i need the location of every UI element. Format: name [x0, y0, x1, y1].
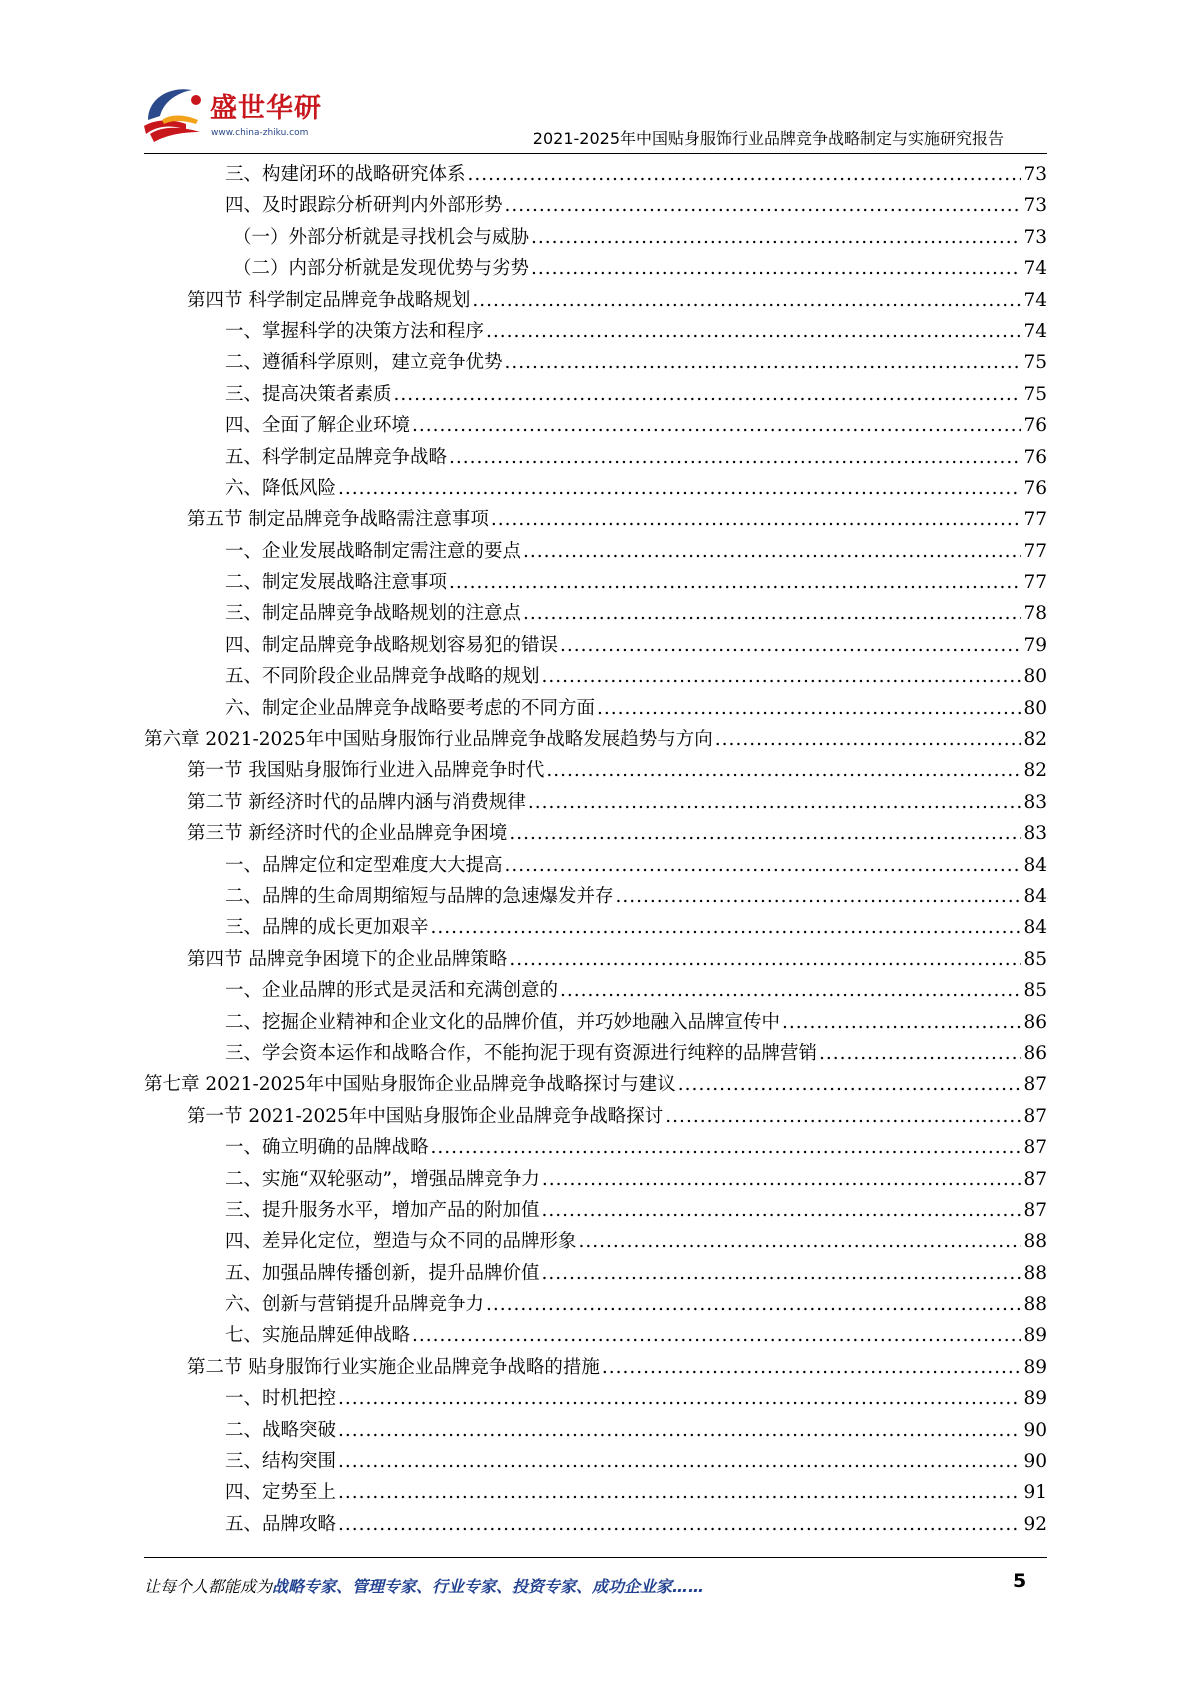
toc-dot-leader [523, 536, 1021, 567]
toc-entry-title: 三、提升服务水平，增加产品的附加值 [225, 1199, 540, 1221]
toc-entry-page: 91 [1023, 1482, 1047, 1504]
page-header [0, 0, 1191, 160]
toc-entry-title: 五、科学制定品牌竞争战略 [225, 446, 448, 468]
toc-entry[interactable] [144, 1038, 1047, 1069]
toc-entry-title: 第三节 新经济时代的企业品牌竞争困境 [187, 823, 508, 845]
toc-dot-leader [531, 222, 1021, 253]
toc-entry-page: 87 [1023, 1199, 1047, 1221]
toc-entry-title: 第二节 新经济时代的品牌内涵与消费规律 [187, 791, 526, 813]
toc-dot-leader [542, 661, 1022, 692]
toc-entry-title: 三、学会资本运作和战略合作，不能拘泥于现有资源进行纯粹的品牌营销 [225, 1042, 818, 1064]
toc-entry[interactable] [144, 881, 1047, 912]
footer-slogan-prefix: 让每个人都能成为 [144, 1577, 273, 1596]
toc-entry-page: 82 [1023, 729, 1047, 751]
toc-entry-page: 79 [1023, 634, 1047, 656]
toc-entry-title: 第六章 2021-2025年中国贴身服饰行业品牌竞争战略发展趋势与方向 [144, 729, 713, 751]
toc-entry[interactable] [144, 1069, 1047, 1100]
toc-entry-title: 三、提高决策者素质 [225, 383, 392, 405]
toc-dot-leader [542, 1258, 1022, 1289]
toc-entry-page: 88 [1023, 1262, 1047, 1284]
toc-entry-title: 四、及时跟踪分析研判内外部形势 [225, 195, 503, 217]
toc-entry[interactable] [144, 567, 1047, 598]
toc-dot-leader [486, 1289, 1021, 1320]
toc-dot-leader [505, 850, 1022, 881]
toc-entry[interactable] [144, 536, 1047, 567]
toc-entry[interactable] [144, 410, 1047, 441]
page-number: 5 [1013, 1570, 1027, 1592]
toc-entry-title: 第二节 贴身服饰行业实施企业品牌竞争战略的措施 [187, 1356, 600, 1378]
toc-entry[interactable] [144, 1132, 1047, 1163]
toc-entry[interactable] [144, 1415, 1047, 1446]
toc-dot-leader [412, 410, 1021, 441]
toc-entry[interactable] [144, 253, 1047, 284]
toc-entry-title: 一、确立明确的品牌战略 [225, 1137, 429, 1159]
toc-entry-page: 76 [1023, 415, 1047, 437]
toc-entry-title: 三、制定品牌竞争战略规划的注意点 [225, 603, 522, 625]
toc-entry-page: 89 [1023, 1325, 1047, 1347]
toc-entry-page: 83 [1023, 791, 1047, 813]
toc-dot-leader [602, 1352, 1022, 1383]
toc-entry-title: 一、掌握科学的决策方法和程序 [225, 320, 485, 342]
toc-entry-title: 第四节 品牌竞争困境下的企业品牌策略 [187, 948, 508, 970]
header-divider [144, 153, 1047, 154]
toc-entry-page: 84 [1023, 917, 1047, 939]
toc-entry-title: 六、创新与营销提升品牌竞争力 [225, 1294, 485, 1316]
toc-dot-leader [715, 724, 1022, 755]
toc-entry-page: 92 [1023, 1513, 1047, 1535]
toc-entry-page: 74 [1023, 258, 1047, 280]
toc-entry[interactable] [144, 504, 1047, 535]
toc-entry-title: 七、实施品牌延伸战略 [225, 1325, 411, 1347]
table-of-contents [144, 159, 1047, 1540]
toc-dot-leader [338, 1383, 1021, 1414]
toc-entry-title: 第一节 我国贴身服饰行业进入品牌竞争时代 [187, 760, 545, 782]
toc-entry-title: 第七章 2021-2025年中国贴身服饰企业品牌竞争战略探讨与建议 [144, 1074, 676, 1096]
logo-swoosh-icon [140, 80, 212, 146]
toc-entry[interactable] [144, 1258, 1047, 1289]
toc-dot-leader [819, 1038, 1021, 1069]
toc-entry[interactable] [144, 1101, 1047, 1132]
toc-entry[interactable] [144, 1383, 1047, 1414]
toc-entry-page: 84 [1023, 885, 1047, 907]
toc-dot-leader [449, 442, 1021, 473]
toc-entry-title: 三、构建闭环的战略研究体系 [225, 164, 466, 185]
toc-entry[interactable] [144, 316, 1047, 347]
toc-entry-page: 73 [1023, 226, 1047, 248]
toc-dot-leader [449, 567, 1021, 598]
logo-url: www.china-zhiku.com [211, 128, 309, 138]
toc-entry-page: 73 [1023, 195, 1047, 217]
toc-entry-page: 87 [1023, 1074, 1047, 1096]
toc-entry-page: 76 [1023, 446, 1047, 468]
toc-entry-page: 75 [1023, 383, 1047, 405]
toc-entry[interactable] [144, 285, 1047, 316]
toc-dot-leader [665, 1101, 1021, 1132]
toc-dot-leader [338, 1415, 1021, 1446]
toc-entry[interactable] [144, 1509, 1047, 1540]
toc-dot-leader [678, 1069, 1022, 1100]
toc-entry-title: 四、差异化定位，塑造与众不同的品牌形象 [225, 1231, 577, 1253]
toc-dot-leader [528, 787, 1022, 818]
toc-entry-title: 一、时机把控 [225, 1388, 337, 1410]
toc-entry-page: 75 [1023, 352, 1047, 374]
toc-entry-title: 六、降低风险 [225, 477, 337, 499]
toc-entry-page: 77 [1023, 572, 1047, 594]
toc-entry[interactable] [144, 912, 1047, 943]
toc-entry-title: 第四节 科学制定品牌竞争战略规划 [187, 289, 471, 311]
toc-entry[interactable] [144, 1446, 1047, 1477]
toc-entry-page: 74 [1023, 289, 1047, 311]
footer-divider [144, 1557, 1047, 1558]
toc-dot-leader [546, 755, 1021, 786]
toc-entry[interactable] [144, 755, 1047, 786]
toc-entry[interactable] [144, 347, 1047, 378]
toc-entry-title: 二、战略突破 [225, 1419, 337, 1441]
toc-entry-title: 三、结构突围 [225, 1451, 337, 1473]
toc-entry[interactable] [144, 1007, 1047, 1038]
toc-dot-leader [542, 1164, 1022, 1195]
toc-entry[interactable] [144, 190, 1047, 221]
toc-entry-page: 85 [1023, 948, 1047, 970]
report-title: 2021-2025年中国贴身服饰行业品牌竞争战略制定与实施研究报告 [532, 129, 1004, 148]
toc-entry[interactable] [144, 693, 1047, 724]
toc-dot-leader [486, 316, 1021, 347]
toc-entry-title: 第五节 制定品牌竞争战略需注意事项 [187, 509, 489, 531]
toc-entry-title: （一）外部分析就是寻找机会与威胁 [233, 226, 530, 248]
toc-dot-leader [338, 1509, 1021, 1540]
toc-entry[interactable] [144, 1477, 1047, 1508]
toc-dot-leader [338, 1477, 1021, 1508]
toc-dot-leader [560, 630, 1021, 661]
toc-entry-page: 85 [1023, 980, 1047, 1002]
toc-entry[interactable] [144, 975, 1047, 1006]
toc-entry-page: 90 [1023, 1419, 1047, 1441]
toc-entry[interactable] [144, 379, 1047, 410]
toc-entry-title: 六、制定企业品牌竞争战略要考虑的不同方面 [225, 697, 596, 719]
toc-entry[interactable] [144, 818, 1047, 849]
toc-entry-page: 90 [1023, 1451, 1047, 1473]
toc-entry-page: 82 [1023, 760, 1047, 782]
toc-dot-leader [412, 1320, 1021, 1351]
toc-entry-title: 二、实施“双轮驱动”，增强品牌竞争力 [225, 1168, 540, 1190]
toc-dot-leader [491, 504, 1022, 535]
toc-entry-title: 五、品牌攻略 [225, 1513, 337, 1535]
toc-dot-leader [523, 598, 1021, 629]
toc-entry-page: 84 [1023, 854, 1047, 876]
toc-entry-title: 五、不同阶段企业品牌竞争战略的规划 [225, 666, 540, 688]
toc-dot-leader [468, 159, 1022, 190]
toc-dot-leader [338, 1446, 1021, 1477]
toc-entry-title: 二、品牌的生命周期缩短与品牌的急速爆发并存 [225, 885, 614, 907]
toc-dot-leader [531, 253, 1021, 284]
toc-entry[interactable] [144, 1320, 1047, 1351]
toc-dot-leader [509, 818, 1021, 849]
toc-entry-page: 88 [1023, 1231, 1047, 1253]
logo-name: 盛世华研 [210, 93, 322, 124]
toc-entry-page: 74 [1023, 320, 1047, 342]
toc-entry-page: 87 [1023, 1137, 1047, 1159]
toc-entry-title: 一、企业发展战略制定需注意的要点 [225, 540, 522, 562]
toc-entry[interactable] [144, 1226, 1047, 1257]
toc-dot-leader [597, 693, 1021, 724]
toc-dot-leader [472, 285, 1021, 316]
toc-entry[interactable] [144, 159, 1047, 190]
toc-entry[interactable] [144, 1164, 1047, 1195]
toc-entry-title: 二、挖掘企业精神和企业文化的品牌价值，并巧妙地融入品牌宣传中 [225, 1011, 781, 1033]
toc-entry[interactable] [144, 1195, 1047, 1226]
toc-dot-leader [782, 1007, 1021, 1038]
toc-entry[interactable] [144, 222, 1047, 253]
toc-entry[interactable] [144, 473, 1047, 504]
toc-entry-title: 四、全面了解企业环境 [225, 415, 411, 437]
toc-entry[interactable] [144, 630, 1047, 661]
toc-entry-page: 80 [1023, 666, 1047, 688]
toc-dot-leader [505, 347, 1022, 378]
toc-entry[interactable] [144, 598, 1047, 629]
company-logo [140, 80, 340, 150]
toc-dot-leader [579, 1226, 1022, 1257]
toc-entry-page: 80 [1023, 697, 1047, 719]
toc-entry-title: 五、加强品牌传播创新，提升品牌价值 [225, 1262, 540, 1284]
toc-dot-leader [431, 1132, 1022, 1163]
toc-entry-title: （二）内部分析就是发现优势与劣势 [233, 258, 530, 280]
toc-dot-leader [338, 473, 1021, 504]
toc-entry-page: 73 [1023, 164, 1047, 185]
toc-entry-page: 86 [1023, 1042, 1047, 1064]
toc-entry-title: 二、遵循科学原则，建立竞争优势 [225, 352, 503, 374]
toc-entry-title: 一、企业品牌的形式是灵活和充满创意的 [225, 980, 559, 1002]
toc-dot-leader [394, 379, 1022, 410]
toc-entry-page: 76 [1023, 477, 1047, 499]
toc-dot-leader [509, 944, 1021, 975]
toc-entry-page: 89 [1023, 1388, 1047, 1410]
toc-entry[interactable] [144, 787, 1047, 818]
toc-entry-title: 第一节 2021-2025年中国贴身服饰企业品牌竞争战略探讨 [187, 1105, 664, 1127]
toc-entry-page: 77 [1023, 509, 1047, 531]
toc-dot-leader [560, 975, 1021, 1006]
footer-slogan [144, 1574, 704, 1597]
toc-entry-page: 86 [1023, 1011, 1047, 1033]
toc-entry-title: 三、品牌的成长更加艰辛 [225, 917, 429, 939]
toc-entry[interactable] [144, 850, 1047, 881]
toc-entry[interactable] [144, 442, 1047, 473]
toc-entry-page: 89 [1023, 1356, 1047, 1378]
toc-entry-page: 83 [1023, 823, 1047, 845]
toc-entry[interactable] [144, 944, 1047, 975]
toc-dot-leader [505, 190, 1022, 221]
toc-entry-page: 78 [1023, 603, 1047, 625]
toc-entry-title: 四、定势至上 [225, 1482, 337, 1504]
toc-entry[interactable] [144, 1289, 1047, 1320]
toc-entry-title: 二、制定发展战略注意事项 [225, 572, 448, 594]
toc-entry[interactable] [144, 1352, 1047, 1383]
toc-dot-leader [616, 881, 1022, 912]
toc-dot-leader [542, 1195, 1022, 1226]
footer-slogan-highlight: 战略专家、管理专家、行业专家、投资专家、成功企业家…… [272, 1577, 705, 1596]
toc-entry-title: 四、制定品牌竞争战略规划容易犯的错误 [225, 634, 559, 656]
toc-entry[interactable] [144, 661, 1047, 692]
toc-entry[interactable] [144, 724, 1047, 755]
toc-dot-leader [431, 912, 1022, 943]
toc-entry-page: 87 [1023, 1105, 1047, 1127]
toc-entry-page: 77 [1023, 540, 1047, 562]
toc-entry-page: 87 [1023, 1168, 1047, 1190]
toc-entry-page: 88 [1023, 1294, 1047, 1316]
toc-entry-title: 一、品牌定位和定型难度大大提高 [225, 854, 503, 876]
